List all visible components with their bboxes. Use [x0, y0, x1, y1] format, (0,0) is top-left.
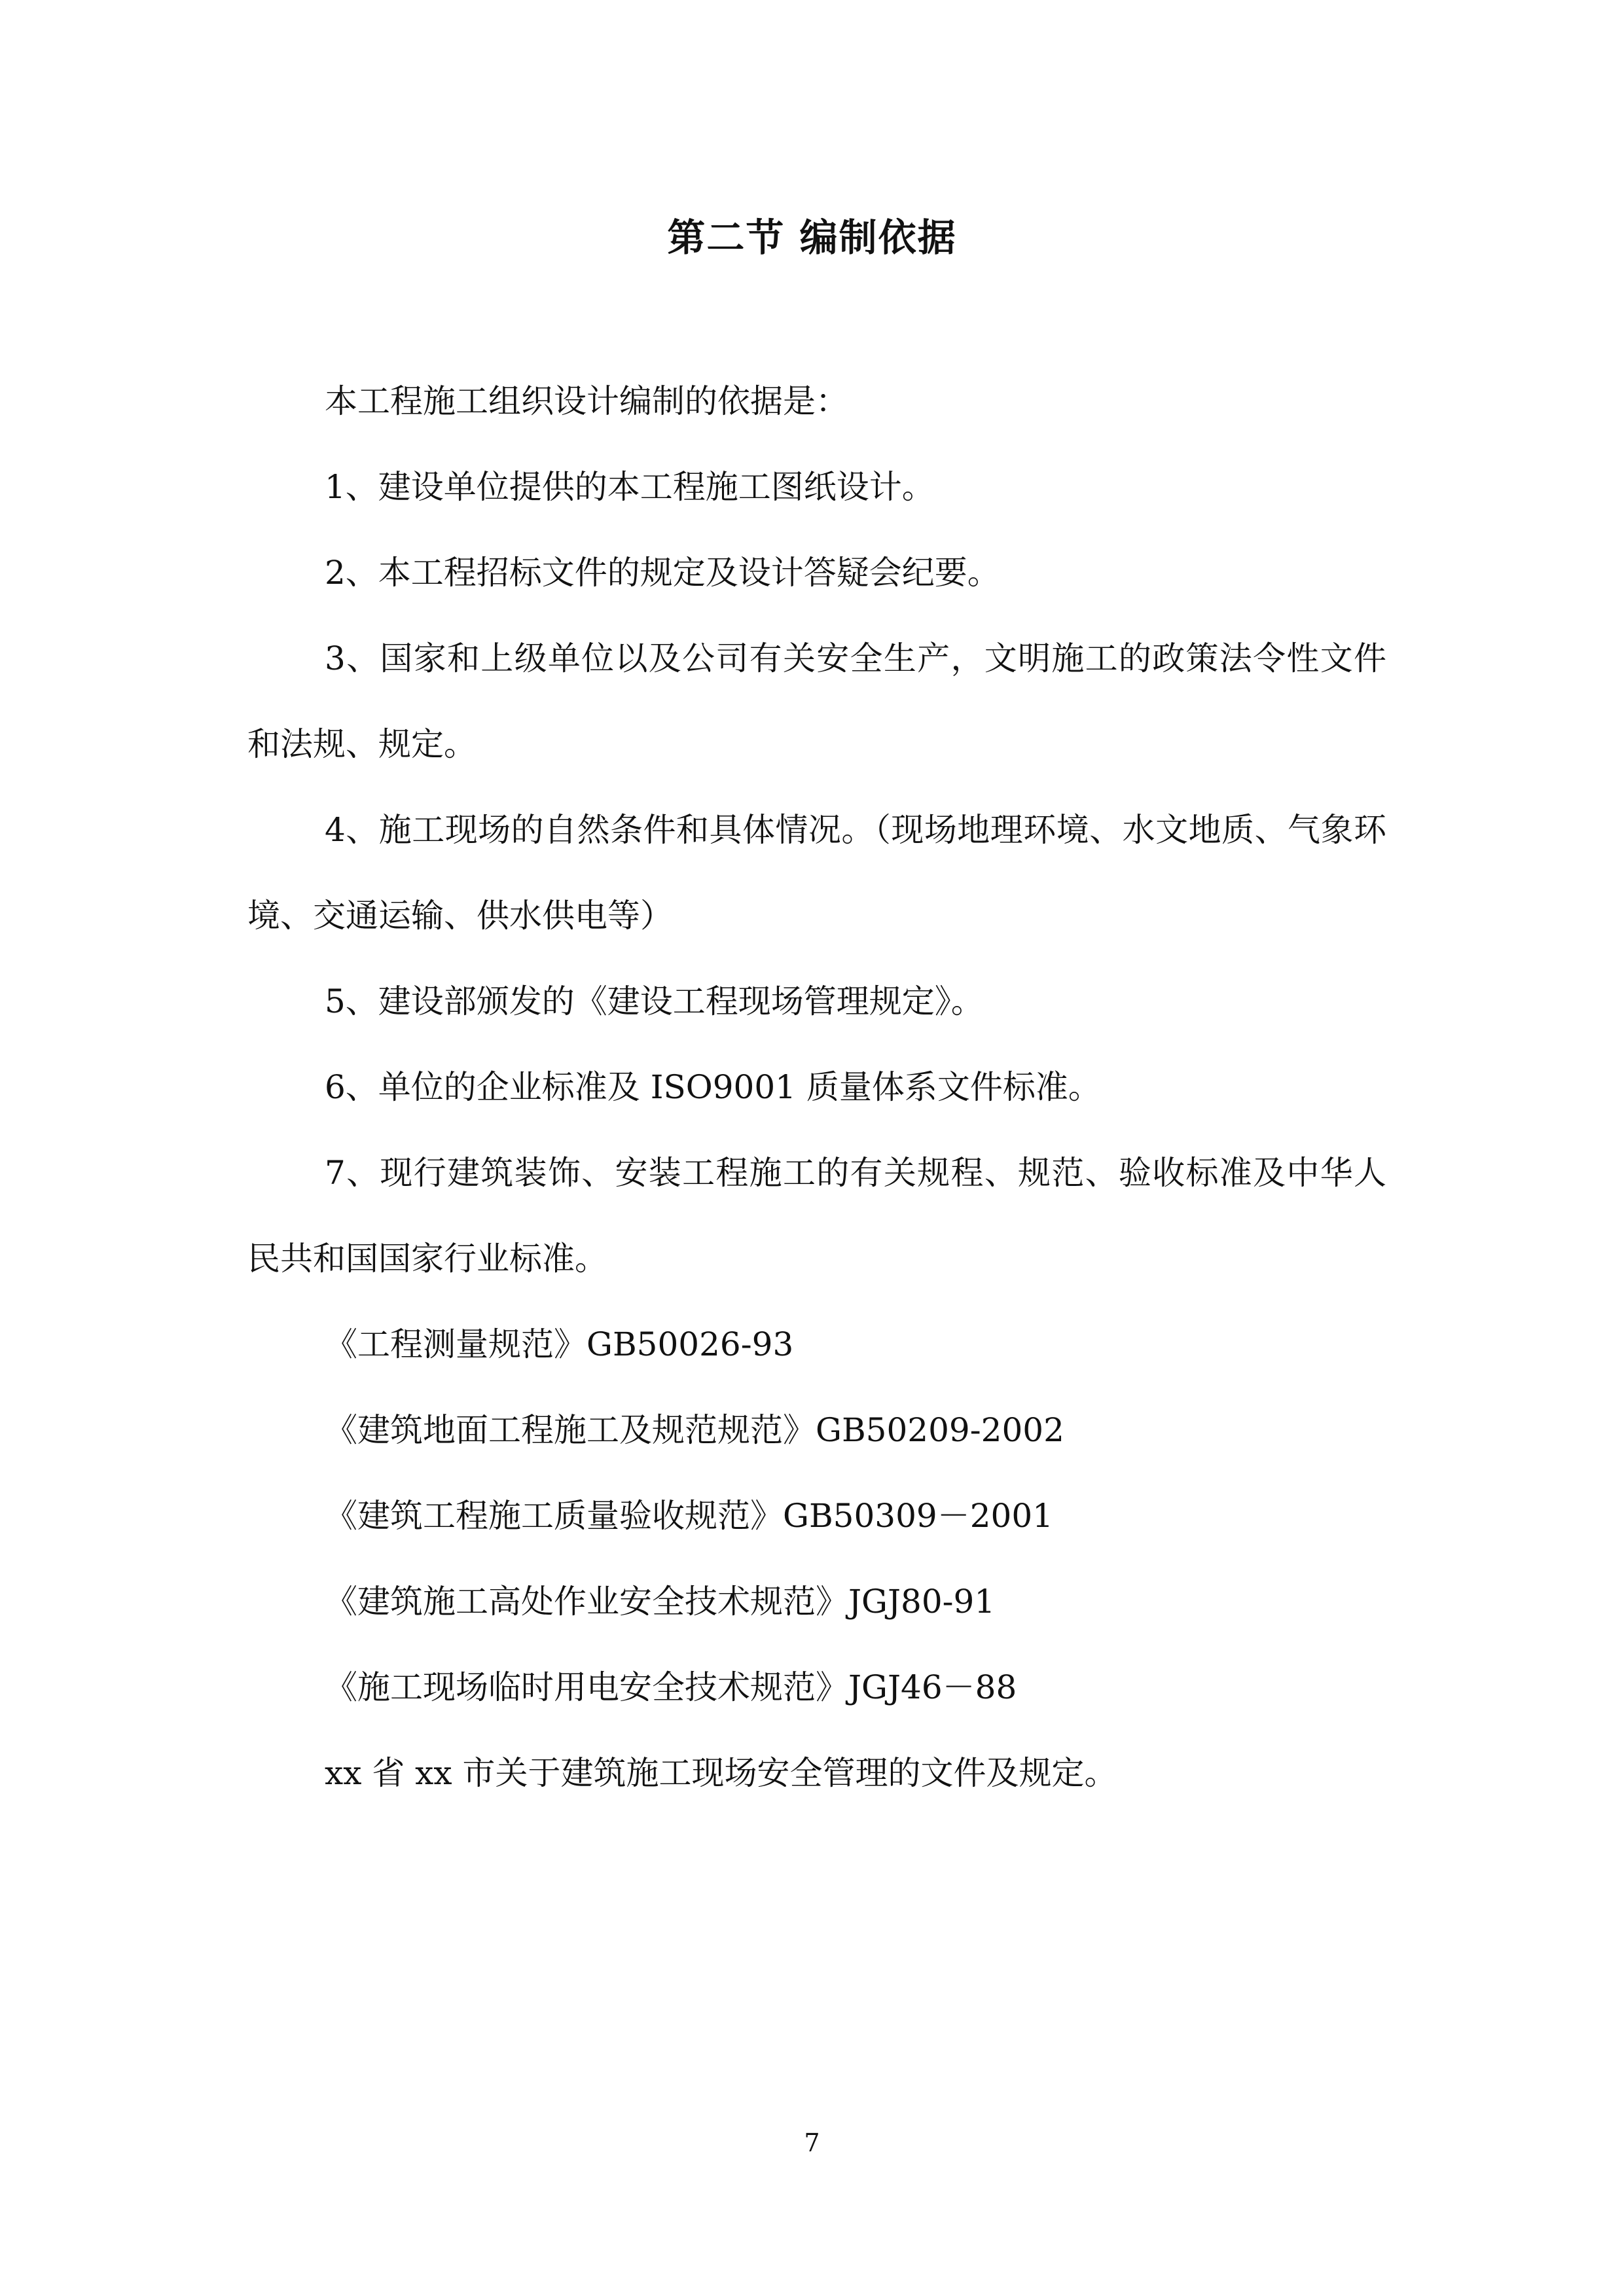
basis-item-2: 2、本工程招标文件的规定及设计答疑会纪要。: [325, 554, 1000, 592]
document-body: [247, 359, 1386, 1816]
basis-item-3: 3、国家和上级单位以及公司有关安全生产，文明施工的政策法令性文件和法规、规定。: [247, 639, 1386, 763]
basis-item-6: 6、单位的企业标准及 ISO9001 质量体系文件标准。: [325, 1068, 1101, 1106]
page-number: 7: [804, 2128, 820, 2157]
local-regulation-item: xx 省 xx 市关于建筑施工现场安全管理的文件及规定。: [325, 1754, 1117, 1792]
basis-item-4: 4、施工现场的自然条件和具体情况。（现场地理环境、水文地质、气象环境、交通运输、供水供电等）: [247, 811, 1386, 935]
basis-item-7: 7、现行建筑装饰、安装工程施工的有关规程、规范、验收标准及中华人民共和国国家行业标准。: [247, 1154, 1386, 1278]
standard-item-5: 《施工现场临时用电安全技术规范》JGJ46－88: [325, 1668, 1017, 1706]
intro-paragraph: 本工程施工组织设计编制的依据是：: [325, 382, 848, 420]
section-title: 第二节 编制依据: [667, 215, 957, 260]
standard-item-1: 《工程测量规范》GB50026-93: [325, 1325, 794, 1363]
basis-item-1: 1、建设单位提供的本工程施工图纸设计。: [325, 468, 935, 506]
standard-item-3: 《建筑工程施工质量验收规范》GB50309－2001: [325, 1497, 1053, 1535]
standard-item-4: 《建筑施工高处作业安全技术规范》JGJ80-91: [325, 1583, 996, 1621]
basis-item-5: 5、建设部颁发的《建设工程现场管理规定》。: [325, 982, 984, 1020]
standard-item-2: 《建筑地面工程施工及规范规范》GB50209-2002: [325, 1411, 1064, 1449]
